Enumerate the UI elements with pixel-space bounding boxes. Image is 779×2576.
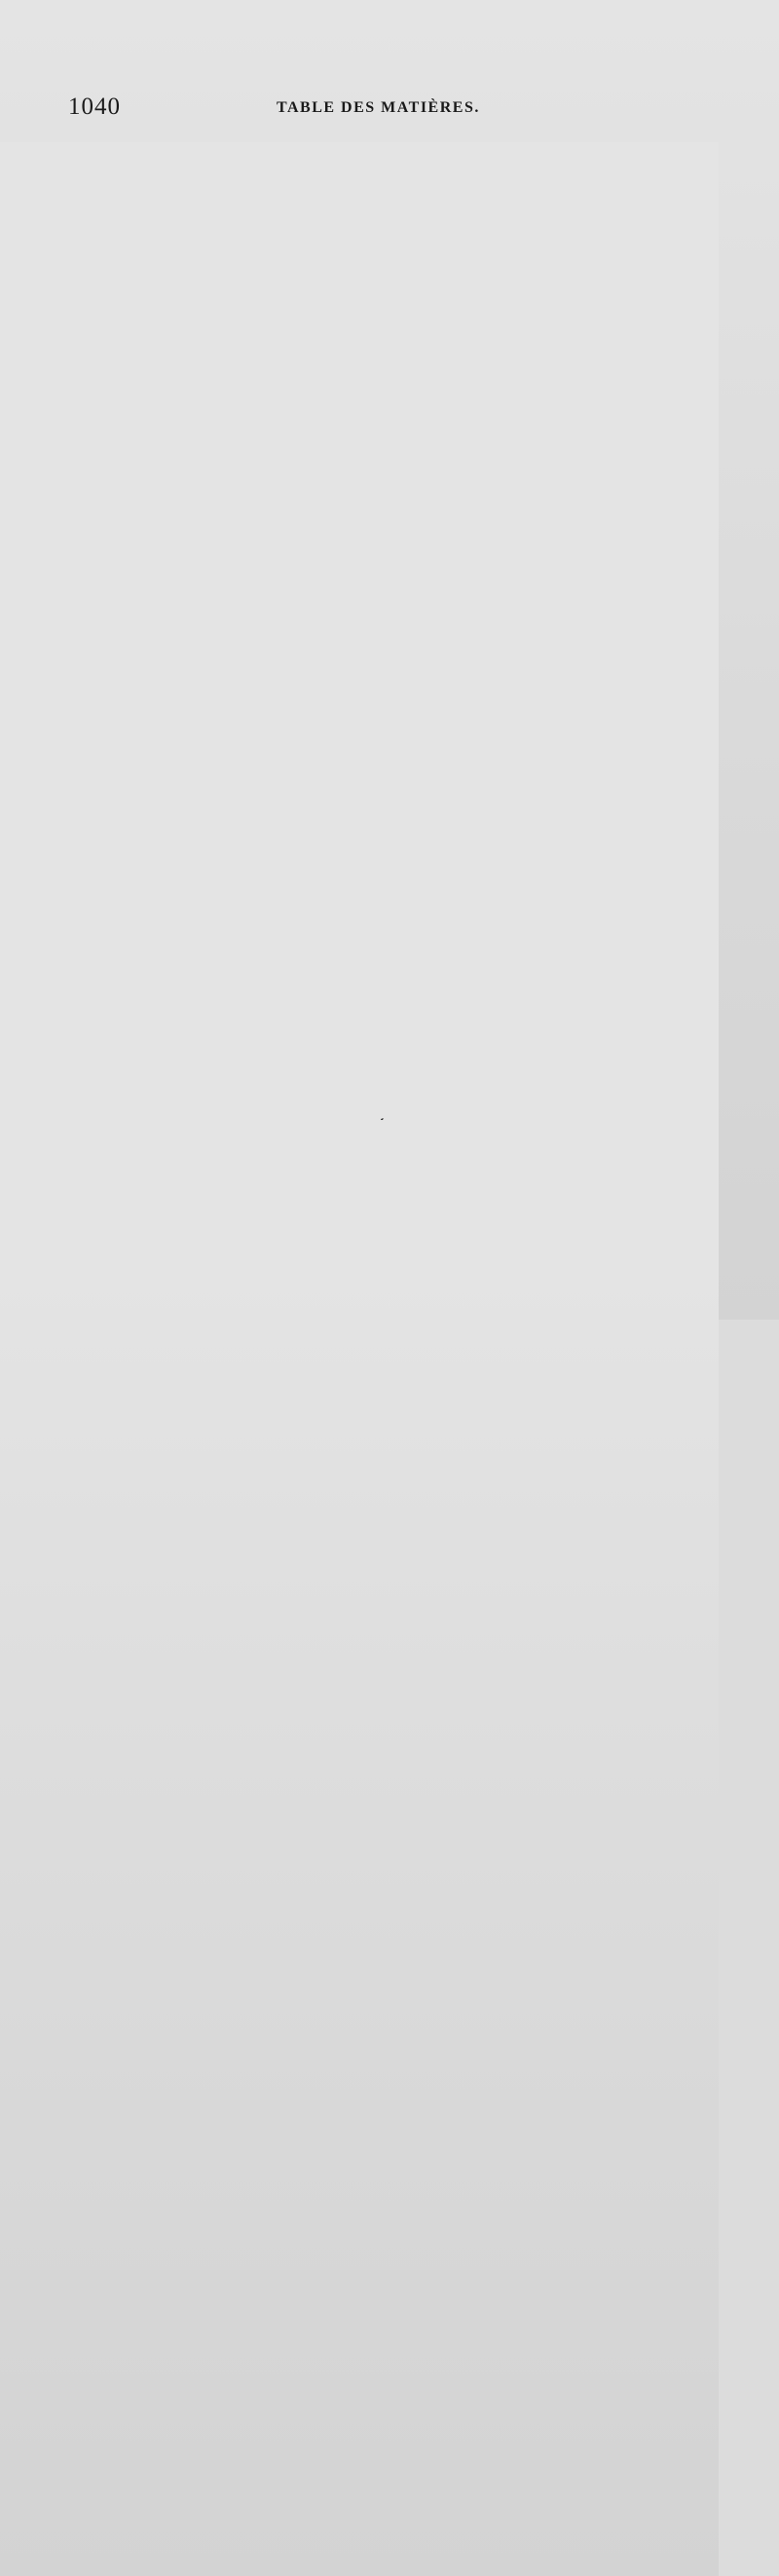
toc-entry xyxy=(0,899,779,926)
toc-entry xyxy=(0,301,779,328)
toc-entry xyxy=(0,492,779,519)
toc-entry xyxy=(0,600,779,627)
toc-entry xyxy=(0,166,779,193)
toc-entry xyxy=(0,274,779,301)
toc-entry xyxy=(0,763,779,790)
toc-entry xyxy=(0,1089,779,1116)
toc-entry xyxy=(0,328,779,355)
toc-entry xyxy=(0,545,779,573)
toc-entry xyxy=(0,1143,779,1171)
toc-entry xyxy=(0,1225,779,1252)
toc-entry-page xyxy=(0,1256,719,2576)
toc-entry xyxy=(0,1116,779,1143)
toc-entry xyxy=(0,981,779,1008)
toc-entry xyxy=(0,844,779,872)
toc-entry xyxy=(0,383,779,410)
toc-entry xyxy=(0,1034,779,1062)
toc-entry xyxy=(0,518,779,545)
toc-entry xyxy=(0,138,779,166)
toc-entry xyxy=(0,247,779,275)
toc-entry xyxy=(0,709,779,736)
toc-entry xyxy=(0,355,779,383)
page-header xyxy=(68,93,711,125)
toc-entry xyxy=(0,1171,779,1198)
toc-entry xyxy=(0,437,779,465)
page-number: 1040 xyxy=(68,93,121,120)
toc-entry xyxy=(0,654,779,682)
toc-entry xyxy=(0,573,779,600)
toc-entry xyxy=(0,465,779,492)
toc-entry xyxy=(0,410,779,437)
toc-entry xyxy=(0,1252,779,1280)
toc-entry xyxy=(0,1198,779,1225)
toc-entry xyxy=(0,953,779,981)
toc-entry xyxy=(0,220,779,247)
toc-entry xyxy=(0,682,779,709)
toc-entry xyxy=(0,1008,779,1035)
toc-entry xyxy=(0,872,779,899)
toc-entry xyxy=(0,926,779,953)
toc-entry xyxy=(0,193,779,220)
toc-entry xyxy=(0,736,779,764)
toc-entry xyxy=(0,817,779,844)
toc-entry xyxy=(0,627,779,654)
running-title: TABLE DES MATIÈRES. xyxy=(277,99,480,116)
toc-entry xyxy=(0,790,779,817)
table-of-contents xyxy=(0,138,779,1279)
toc-entry xyxy=(0,1062,779,1089)
